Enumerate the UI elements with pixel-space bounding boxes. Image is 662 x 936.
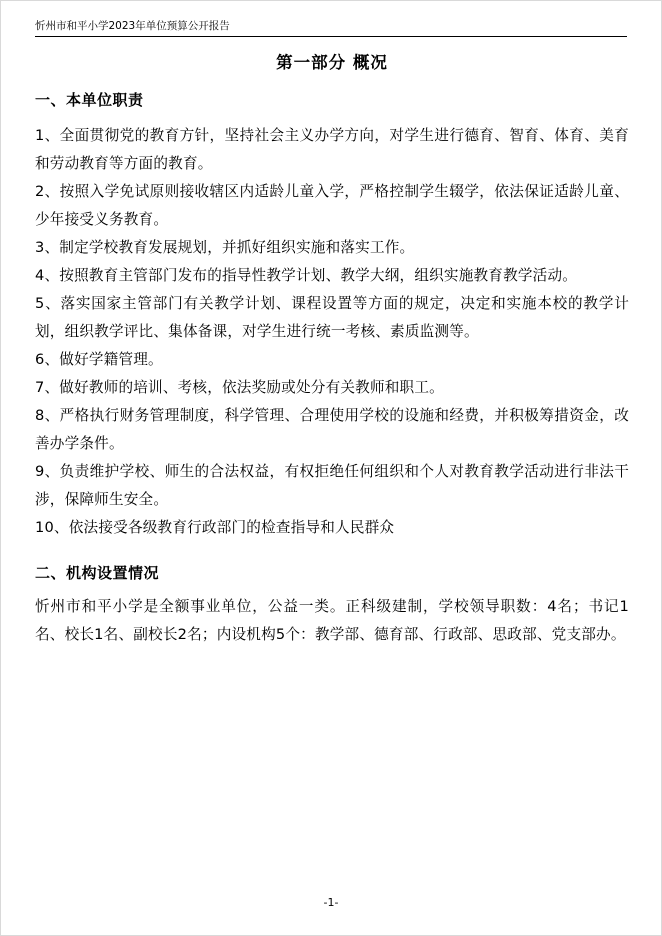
duty-item: 1、全面贯彻党的教育方针，坚持社会主义办学方向，对学生进行德育、智育、体育、美育和劳动教育等方面的教育。 [35,127,629,172]
page-title: 第一部分 概况 [276,53,388,72]
duties-list [35,122,629,542]
organization-paragraph: 忻州市和平小学是全额事业单位，公益一类。正科级建制，学校领导职数：4名；书记1名、校长1名、副校长2名；内设机构5个：教学部、德育部、行政部、思政部、党支部办。 [35,598,629,643]
duty-item: 2、按照入学免试原则接收辖区内适龄儿童入学，严格控制学生辍学，依法保证适龄儿童、少年接受义务教育。 [35,183,629,228]
running-header-title: 忻州市和平小学2023年单位预算公开报告 [35,20,230,32]
duty-item: 7、做好教师的培训、考核，依法奖励或处分有关教师和职工。 [35,379,444,396]
duty-item: 10、依法接受各级教育行政部门的检查指导和人民群众 [35,519,395,536]
duty-item: 9、负责维护学校、师生的合法权益，有权拒绝任何组织和个人对教育教学活动进行非法干涉，保障师生安全。 [35,463,629,508]
duty-item: 6、做好学籍管理。 [35,351,163,368]
page-header [1,9,661,31]
page-footer [1,896,661,909]
duty-item: 4、按照教育主管部门发布的指导性教学计划、教学大纲，组织实施教育教学活动。 [35,267,578,284]
header-divider [35,36,627,37]
page-number: -1- [323,896,339,909]
duty-item: 3、制定学校教育发展规划，并抓好组织实施和落实工作。 [35,239,415,256]
duty-item: 8、严格执行财务管理制度，科学管理、合理使用学校的设施和经费，并积极筹措资金，改善办学条件。 [35,407,629,452]
organization-description [35,593,629,649]
section-heading-duties: 一、本单位职责 [35,91,144,109]
document-body [35,43,629,649]
section-heading-organization: 二、机构设置情况 [35,564,160,582]
duty-item: 5、落实国家主管部门有关教学计划、课程设置等方面的规定，决定和实施本校的教学计划，组织教学评比、集体备课，对学生进行统一考核、素质监测等。 [35,295,629,340]
